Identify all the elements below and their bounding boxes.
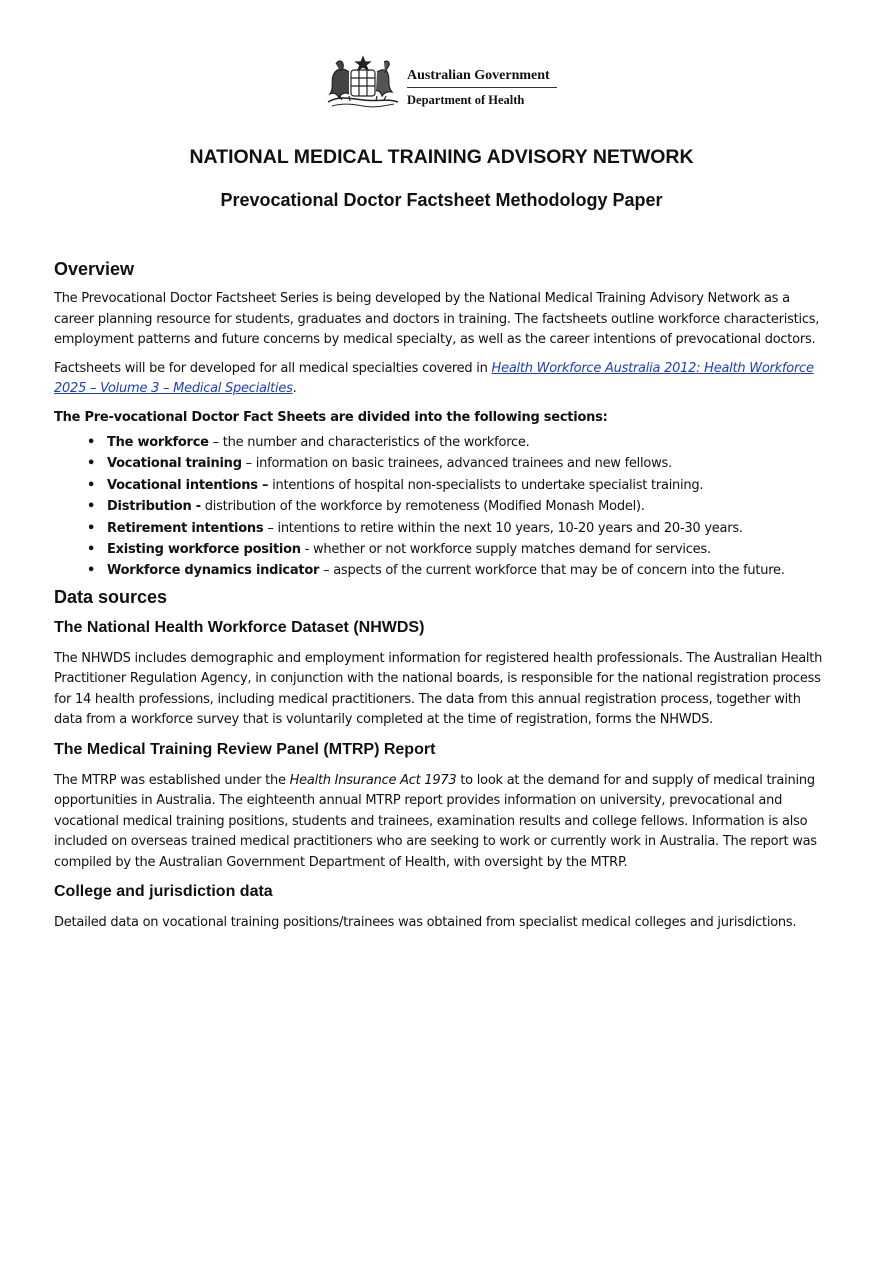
mtrp-heading: The Medical Training Review Panel (MTRP) Report [54, 740, 436, 758]
bullet-icon: • [87, 542, 96, 558]
mtrp-paragraph: The MTRP was established under the Health Insurance Act 1973 to look at the demand for and supply of medical training opportunities in Australia. The eighteenth annual MTRP report provides information on university, prevocational and vocational medical training positions, students and trainees, examination results and college fellows. Information is also included on overseas trained medical practitioners who are seeking to work or currently work in Australia. The report was compiled by the Australian Government Department of Health, with oversight by the MTRP. [54, 772, 817, 870]
nhwds-heading: The National Health Workforce Dataset (NHWDS) [54, 618, 425, 636]
document-subtitle: Prevocational Doctor Factsheet Methodology Paper [220, 190, 663, 210]
section-term: Workforce dynamics indicator [107, 563, 320, 579]
section-list-item [54, 539, 829, 560]
section-description: - whether or not workforce supply matches demand for services. [300, 542, 711, 558]
nhwds-paragraph: The NHWDS includes demographic and employment information for registered health professionals. The Australian Health Practitioner Regulation Agency, in conjunction with the national boards, is responsible for the national registration process for 14 health professions, including medical practitioners. The data from this annual registration process, together with data from a workforce survey that is voluntarily completed at the time of registration, forms the NHWDS. [54, 650, 823, 728]
bullet-icon: • [87, 456, 96, 472]
section-description: – information on basic trainees, advanced trainees and new fellows. [241, 456, 672, 472]
government-name: Australian Government [407, 68, 550, 83]
college-paragraph: Detailed data on vocational training positions/trainees was obtained from specialist medical colleges and jurisdictions. [54, 915, 797, 931]
section-term: The workforce [107, 435, 209, 450]
section-description: – the number and characteristics of the workforce. [208, 435, 530, 450]
logo-divider [407, 87, 557, 88]
section-term: Vocational training [107, 456, 242, 472]
bullet-icon: • [87, 477, 96, 493]
section-list-item [54, 496, 829, 517]
section-term: Retirement intentions [107, 520, 264, 536]
section-list-item [54, 475, 829, 496]
section-term: Vocational intentions – [107, 477, 269, 493]
document-title: NATIONAL MEDICAL TRAINING ADVISORY NETWORK [189, 146, 694, 168]
bullet-icon: • [87, 520, 96, 536]
section-description: distribution of the workforce by remoteness (Modified Monash Model). [200, 499, 645, 515]
sections-list [54, 432, 829, 582]
section-list-item [54, 453, 829, 474]
section-term: Existing workforce position [107, 542, 301, 558]
department-name: Department of Health [407, 93, 525, 107]
college-heading: College and jurisdiction data [54, 883, 273, 901]
section-list-item [54, 560, 829, 581]
sections-intro: The Pre-vocational Doctor Fact Sheets are divided into the following sections: [54, 409, 608, 425]
coat-of-arms-icon [322, 54, 404, 112]
document-body [54, 256, 829, 934]
overview-paragraph: The Prevocational Doctor Factsheet Series is being developed by the National Medical Training Advisory Network as a career planning resource for students, graduates and doctors in training. The factsheets outline workforce characteristics, employment patterns and future concerns by medical specialty, as well as the career intentions of prevocational doctors. [54, 291, 820, 347]
data-sources-heading: Data sources [54, 586, 168, 607]
overview-heading: Overview [54, 259, 135, 279]
section-list-item [54, 518, 829, 539]
bullet-icon: • [87, 563, 96, 579]
government-logo [322, 54, 562, 114]
bullet-icon: • [87, 435, 96, 450]
section-description: intentions of hospital non-specialists to undertake specialist training. [268, 477, 704, 493]
bullet-icon: • [87, 499, 96, 515]
act-title: Health Insurance Act 1973 [289, 772, 457, 788]
section-description: – aspects of the current workforce that may be of concern into the future. [319, 563, 785, 579]
section-description: – intentions to retire within the next 10 years, 10-20 years and 20-30 years. [263, 520, 743, 536]
health-workforce-link[interactable]: Health Workforce Australia 2012: Health Workforce 2025 – Volume 3 – Medical Specialties [54, 360, 814, 396]
section-list-item [54, 432, 829, 453]
coverage-paragraph: Factsheets will be for developed for all medical specialties covered in Health Workforce Australia 2012: Health Workforce 2025 – Volume 3 – Medical Specialties. [54, 360, 814, 396]
section-term: Distribution - [107, 499, 201, 515]
